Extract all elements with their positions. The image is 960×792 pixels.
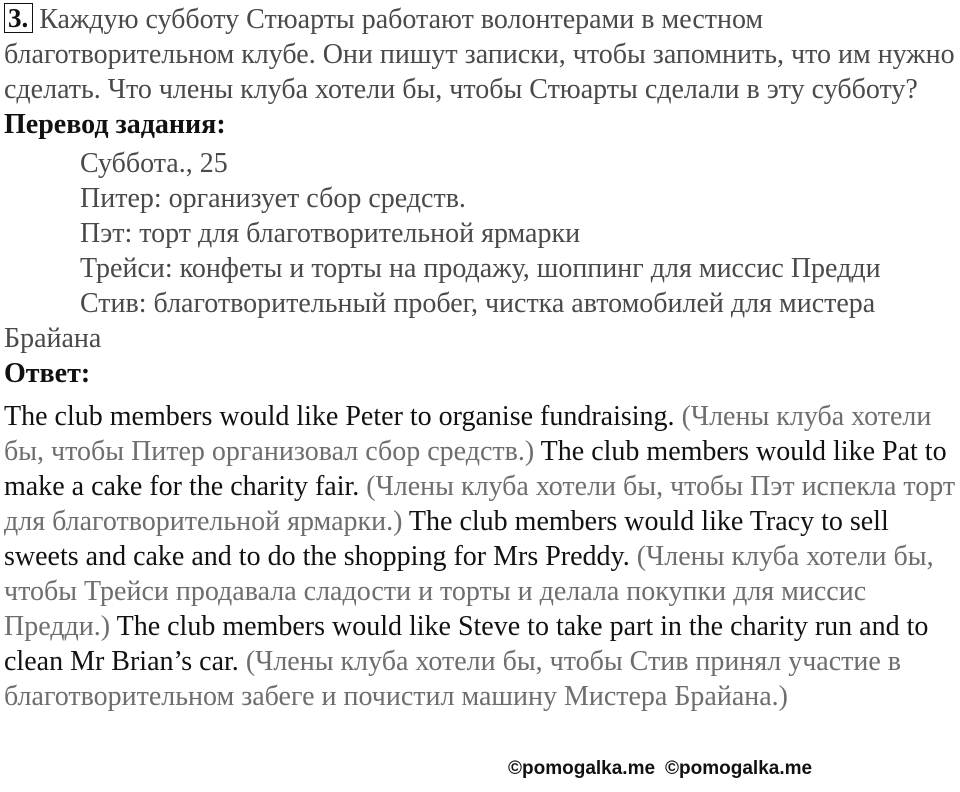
- task-number: 3.: [4, 3, 33, 33]
- watermark: ©pomogalka.me: [508, 758, 656, 779]
- translation-line: Питер: организует сбор средств.: [80, 183, 466, 214]
- translation-line: Пэт: торт для благотворительной ярмарки: [80, 218, 581, 249]
- translation-line: Стив: благотворительный пробег, чистка автомобилей для мистера Брайана: [4, 288, 876, 354]
- answer-english-sentence: The club members would like Pat to make a cake for the charity fair.: [4, 436, 947, 502]
- answer-text: [4, 391, 956, 714]
- translation-line: Суббота., 25: [80, 148, 228, 179]
- answer-russian-translation: (Члены клуба хотели бы, чтобы Трейси продавала сладости и торты и делала покупки для миссис Предди.): [4, 541, 934, 642]
- exercise-page: [4, 2, 956, 714]
- answer-english-sentence: The club members would like Peter to organise fundraising.: [4, 401, 675, 432]
- translation-line: Трейси: конфеты и торты на продажу, шоппинг для миссис Предди: [80, 253, 881, 284]
- answer-heading: Ответ:: [4, 358, 91, 389]
- watermark: ©pomogalka.me: [665, 758, 813, 779]
- watermark-group: [508, 758, 822, 780]
- translation-heading: Перевод задания:: [4, 109, 226, 140]
- answer-russian-translation: (Члены клуба хотели бы, чтобы Пэт испекла торт для благотворительной ярмарки.): [4, 471, 956, 537]
- task-text: Каждую субботу Стюарты работают волонтерами в местном благотворительном клубе. Они пишут записки, чтобы запомнить, что им нужно сделать. Что члены клуба хотели бы, чтобы Стюарты сделали в эту субботу?: [4, 4, 955, 105]
- translation-block: [4, 142, 956, 356]
- answer-english-sentence: The club members would like Tracy to sell sweets and cake and to do the shopping for Mrs Preddy.: [4, 506, 889, 572]
- answer-english-sentence: The club members would like Steve to take part in the charity run and to clean Mr Brian’s car.: [4, 611, 929, 677]
- answer-russian-translation: (Члены клуба хотели бы, чтобы Стив принял участие в благотворительном забеге и почистил машину Мистера Брайана.): [4, 646, 902, 712]
- task-statement: [4, 2, 956, 107]
- answer-russian-translation: (Члены клуба хотели бы, чтобы Питер организовал сбор средств.): [4, 401, 932, 467]
